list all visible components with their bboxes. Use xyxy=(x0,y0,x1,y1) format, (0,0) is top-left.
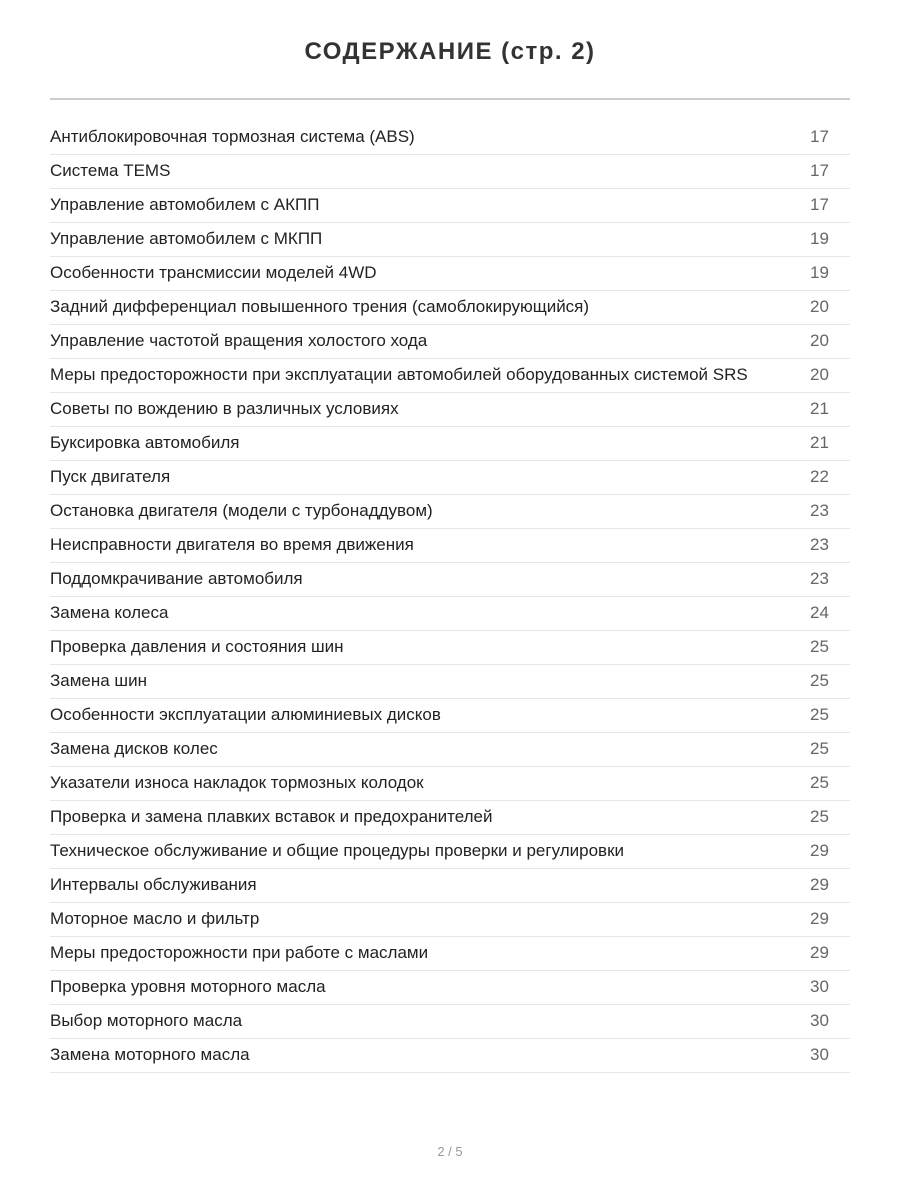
toc-entry-page-number: 20 xyxy=(810,365,829,384)
toc-entry-page-number: 17 xyxy=(810,127,829,146)
toc-entry[interactable] xyxy=(50,869,850,903)
toc-entry-title: Особенности эксплуатации алюминиевых дисков xyxy=(50,705,441,724)
toc-entry-page-number: 29 xyxy=(810,909,829,928)
toc-entry-title: Замена колеса xyxy=(50,603,169,622)
toc-entry-page-number: 23 xyxy=(810,501,829,520)
toc-entry-page-number: 25 xyxy=(810,637,829,656)
toc-entry-title: Задний дифференциал повышенного трения (самоблокирующийся) xyxy=(50,297,590,316)
toc-entry[interactable] xyxy=(50,1039,850,1073)
toc-entry-title: Выбор моторного масла xyxy=(50,1011,243,1030)
toc-entry-title: Управление автомобилем с АКПП xyxy=(50,195,320,214)
toc-entry-page-number: 25 xyxy=(810,807,829,826)
toc-entry[interactable] xyxy=(50,495,850,529)
toc-entry-title: Указатели износа накладок тормозных колодок xyxy=(50,773,424,792)
toc-entry-title: Неисправности двигателя во время движения xyxy=(50,535,414,554)
toc-entry-title: Проверка и замена плавких вставок и предохранителей xyxy=(50,807,493,826)
toc-entry[interactable] xyxy=(50,665,850,699)
toc-entry[interactable] xyxy=(50,461,850,495)
toc-entry[interactable] xyxy=(50,257,850,291)
toc-entry-title: Меры предосторожности при эксплуатации автомобилей оборудованных системой SRS xyxy=(50,365,748,384)
toc-entry-page-number: 17 xyxy=(810,161,829,180)
toc-entry[interactable] xyxy=(50,291,850,325)
toc-entry[interactable] xyxy=(50,733,850,767)
toc-entry-title: Проверка уровня моторного масла xyxy=(50,977,326,996)
toc-entry-page-number: 29 xyxy=(810,943,829,962)
toc-entry-title: Остановка двигателя (модели с турбонаддувом) xyxy=(50,501,433,520)
toc-entry[interactable] xyxy=(50,597,850,631)
toc-entry-title: Поддомкрачивание автомобиля xyxy=(50,569,303,588)
toc-entry-page-number: 22 xyxy=(810,467,829,486)
table-of-contents xyxy=(50,121,850,1073)
toc-entry-page-number: 29 xyxy=(810,875,829,894)
toc-entry-title: Замена дисков колес xyxy=(50,739,218,758)
toc-entry[interactable] xyxy=(50,801,850,835)
toc-entry[interactable] xyxy=(50,1005,850,1039)
toc-entry-page-number: 19 xyxy=(810,263,829,282)
toc-entry[interactable] xyxy=(50,937,850,971)
toc-entry-page-number: 30 xyxy=(810,1045,829,1064)
toc-entry[interactable] xyxy=(50,223,850,257)
toc-entry[interactable] xyxy=(50,767,850,801)
toc-entry[interactable] xyxy=(50,359,850,393)
toc-entry-title: Интервалы обслуживания xyxy=(50,875,257,894)
toc-entry-page-number: 30 xyxy=(810,1011,829,1030)
toc-entry-title: Антиблокировочная тормозная система (ABS) xyxy=(50,127,415,146)
toc-entry[interactable] xyxy=(50,155,850,189)
toc-entry-page-number: 24 xyxy=(810,603,829,622)
toc-entry-page-number: 20 xyxy=(810,331,829,350)
toc-entry[interactable] xyxy=(50,563,850,597)
toc-entry-title: Меры предосторожности при работе с маслами xyxy=(50,943,429,962)
toc-entry-page-number: 29 xyxy=(810,841,829,860)
toc-entry[interactable] xyxy=(50,699,850,733)
toc-entry[interactable] xyxy=(50,903,850,937)
toc-entry-page-number: 23 xyxy=(810,535,829,554)
toc-entry-title: Советы по вождению в различных условиях xyxy=(50,399,399,418)
toc-entry-title: Система TEMS xyxy=(50,161,171,180)
toc-entry[interactable] xyxy=(50,631,850,665)
toc-entry-title: Управление частотой вращения холостого хода xyxy=(50,331,428,350)
toc-entry[interactable] xyxy=(50,189,850,223)
toc-entry-title: Техническое обслуживание и общие процедуры проверки и регулировки xyxy=(50,841,625,860)
toc-entry-title: Управление автомобилем с МКПП xyxy=(50,229,323,248)
toc-entry-page-number: 20 xyxy=(810,297,829,316)
toc-entry[interactable] xyxy=(50,121,850,155)
toc-entry[interactable] xyxy=(50,325,850,359)
toc-entry-page-number: 25 xyxy=(810,705,829,724)
toc-entry[interactable] xyxy=(50,427,850,461)
toc-entry-page-number: 25 xyxy=(810,773,829,792)
page-number-footer: 2 / 5 xyxy=(437,1144,463,1159)
toc-entry-page-number: 23 xyxy=(810,569,829,588)
toc-entry-page-number: 21 xyxy=(810,399,829,418)
toc-entry-title: Замена моторного масла xyxy=(50,1045,250,1064)
toc-entry-title: Проверка давления и состояния шин xyxy=(50,637,344,656)
toc-entry[interactable] xyxy=(50,971,850,1005)
toc-entry-title: Буксировка автомобиля xyxy=(50,433,240,452)
toc-entry-page-number: 21 xyxy=(810,433,829,452)
title-divider xyxy=(50,98,850,100)
page-title: СОДЕРЖАНИЕ (стр. 2) xyxy=(304,38,596,65)
toc-entry-title: Замена шин xyxy=(50,671,147,690)
toc-entry-page-number: 30 xyxy=(810,977,829,996)
toc-entry-page-number: 25 xyxy=(810,671,829,690)
toc-entry-title: Моторное масло и фильтр xyxy=(50,909,260,928)
toc-entry-title: Особенности трансмиссии моделей 4WD xyxy=(50,263,377,282)
toc-entry[interactable] xyxy=(50,529,850,563)
toc-entry-title: Пуск двигателя xyxy=(50,467,171,486)
toc-entry-page-number: 25 xyxy=(810,739,829,758)
toc-entry[interactable] xyxy=(50,835,850,869)
toc-entry-page-number: 19 xyxy=(810,229,829,248)
toc-entry[interactable] xyxy=(50,393,850,427)
toc-entry-page-number: 17 xyxy=(810,195,829,214)
